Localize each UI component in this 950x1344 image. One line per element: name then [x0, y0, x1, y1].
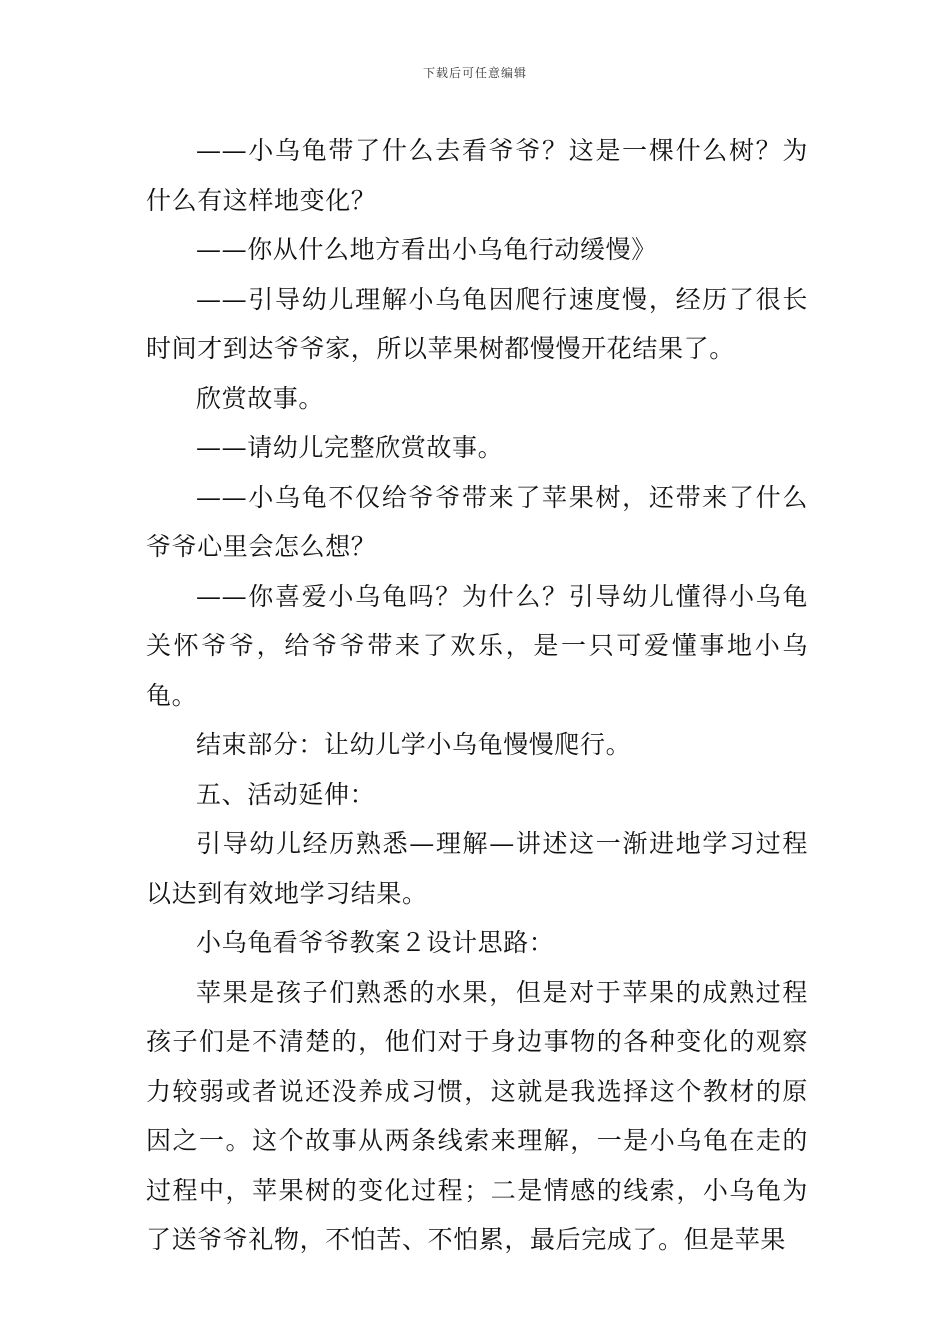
- paragraph: ——请幼儿完整欣赏故事。: [196, 433, 504, 462]
- paragraph: ——你从什么地方看出小乌龟行动缓慢》: [196, 235, 657, 264]
- paragraph: 引导幼儿经历熟悉—理解—讲述这一渐进地学习过程以达到有效地学习结果。: [146, 829, 808, 908]
- paragraph: ——小乌龟不仅给爷爷带来了苹果树，还带来了什么爷爷心里会怎么想？: [146, 482, 808, 561]
- document-body: [146, 126, 808, 1265]
- page-header: 下载后可任意编辑: [422, 66, 527, 80]
- paragraph: ——引导幼儿理解小乌龟因爬行速度慢，经历了很长时间才到达爷爷家，所以苹果树都慢慢开花结果了。: [146, 284, 808, 363]
- paragraph: ——小乌龟带了什么去看爷爷？这是一棵什么树？为什么有这样地变化？: [146, 136, 808, 215]
- paragraph: ——你喜爱小乌龟吗？为什么？引导幼儿懂得小乌龟关怀爷爷，给爷爷带来了欢乐，是一只可爱懂事地小乌龟。: [146, 581, 808, 710]
- paragraph: 苹果是孩子们熟悉的水果，但是对于苹果的成熟过程孩子们是不清楚的，他们对于身边事物的各种变化的观察力较弱或者说还没养成习惯，这就是我选择这个教材的原因之一。这个故事从两条线索来理解，一是小乌龟在走的过程中，苹果树的变化过程；二是情感的线索，小乌龟为了送爷爷礼物，不怕苦、不怕累，最后完成了。但是苹果: [146, 977, 808, 1254]
- paragraph: 欣赏故事。: [196, 383, 325, 413]
- paragraph: 结束部分：让幼儿学小乌龟慢慢爬行。: [196, 730, 632, 759]
- section-heading: 小乌龟看爷爷教案２设计思路：: [196, 928, 555, 957]
- section-heading: 五、活动延伸：: [196, 779, 376, 809]
